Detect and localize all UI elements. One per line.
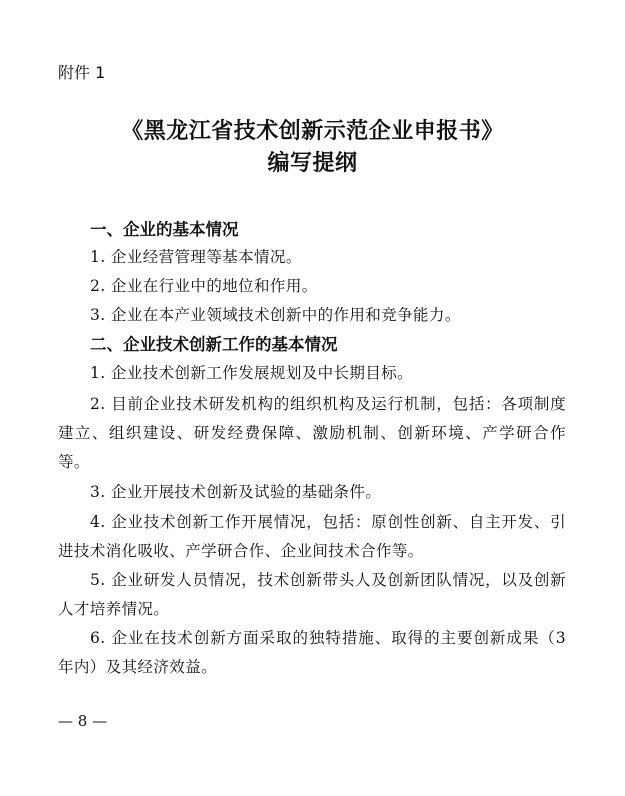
section-2-item-6: 6. 企业在技术创新方面采取的独特措施、取得的主要创新成果（3 年内）及其经济效益。 <box>58 629 566 676</box>
section-1-item-2: 2. 企业在行业中的地位和作用。 <box>90 277 318 295</box>
page-number: — 8 — <box>58 712 108 730</box>
section-2-item-4: 4. 企业技术创新工作开展情况，包括：原创性创新、自主开发、引进技术消化吸收、产学研合作、企业间技术合作等。 <box>58 513 566 560</box>
section-heading-1: 一、企业的基本情况 <box>90 220 239 239</box>
section-1-item-1: 1. 企业经营管理等基本情况。 <box>90 248 302 266</box>
attachment-label: 附件 1 <box>58 63 106 82</box>
document-title: 《黑龙江省技术创新示范企业申报书》 <box>121 119 504 144</box>
section-2-item-5: 5. 企业研发人员情况，技术创新带头人及创新团队情况，以及创新人才培养情况。 <box>58 571 566 618</box>
section-2-item-2: 2. 目前企业技术研发机构的组织机构及运行机制，包括：各项制度建立、组织建设、研发经费保障、激励机制、创新环境、产学研合作等。 <box>58 395 566 471</box>
section-heading-2: 二、企业技术创新工作的基本情况 <box>90 335 338 354</box>
section-2-item-1: 1. 企业技术创新工作发展规划及中长期目标。 <box>90 364 414 382</box>
document-subtitle: 编写提纲 <box>267 151 358 176</box>
section-2-item-3: 3. 企业开展技术创新及试验的基础条件。 <box>90 483 382 501</box>
section-1-item-3: 3. 企业在本产业领域技术创新中的作用和竞争能力。 <box>90 306 461 324</box>
